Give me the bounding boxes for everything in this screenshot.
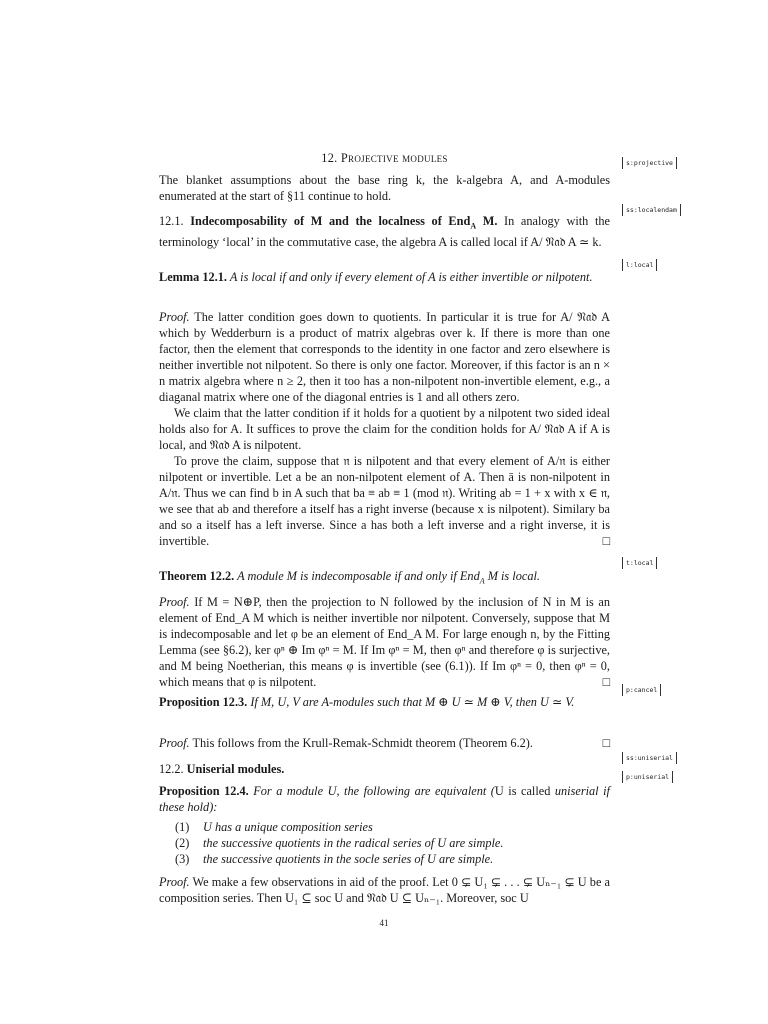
- proposition-12-4: Proposition 12.4. For a module U, the following are equivalent (U is called uniserial if these hold):: [159, 784, 610, 814]
- subsection-number: 12.1.: [159, 214, 184, 228]
- theorem-statement: A module M is indecomposable if and only if End$_A$ M is local.: [234, 569, 540, 586]
- proposition-label: Proposition 12.3.: [159, 695, 248, 709]
- theorem-label: Theorem 12.2.: [159, 569, 235, 583]
- margin-tag-ss-uniserial: ss:uniserial: [622, 752, 677, 764]
- margin-tag-t-local: t:local: [622, 557, 657, 569]
- proposition-label: Proposition 12.4.: [159, 784, 249, 798]
- margin-tag-p-cancel: p:cancel: [622, 684, 661, 696]
- proposition-12-3: [159, 694, 610, 710]
- lemma-label: Lemma 12.1.: [159, 270, 227, 284]
- subsection-12-1: [159, 213, 610, 250]
- margin-tag-ss-localendam: ss:localendam: [622, 204, 681, 216]
- proof-lemma-p1: Proof. The latter condition goes down to quotients. In particular it is true for A/ 𝔑𝔞𝔡 A which by Wedderburn is a product of matrix algebras over k. If there is more than one factor, then the element that corresponds to the identity in one factor and zero elsewhere is neither invertible not nilpotent. So there is only one factor. Moreover, if this factor is an n × n matrix algebra where n ≥ 2, then it too has a non-nilpotent non-invertible element, e.g., a diaganal matrix where one of the diagonal entries is 1 and all others zero.: [159, 310, 610, 404]
- list-item: (1) U has a unique composition series: [175, 820, 373, 834]
- proof-theorem: Proof. If M = N⊕P, then the projection to N followed by the inclusion of N in M is an element of End_A M which is neither invertible nor nilpotent. Conversely, suppose that M is indecomposable and let φ be an element of End_A M. For large enough n, by the Fitting Lemma (see §6.2), ker φⁿ ⊕ Im φⁿ = M. If Im φⁿ = M, then φⁿ and therefore φ is surjective, and M being Noetherian, this means φ is invertible (see (6.1)). If Im φⁿ = 0, then φⁿ = 0, which means that φ is nilpotent. □: [159, 595, 610, 689]
- list-item: (2) the successive quotients in the radical series of U are simple.: [175, 836, 504, 850]
- page-number: 41: [379, 918, 389, 928]
- list-item: (3) the successive quotients in the socle series of U are simple.: [175, 852, 494, 866]
- proposition-statement: If M, U, V are A-modules such that M ⊕ U ≃ M ⊕ V, then U ≃ V.: [247, 695, 575, 709]
- qed-symbol: □: [602, 534, 610, 548]
- margin-tag-p-uniserial: p:uniserial: [622, 771, 673, 783]
- theorem-12-2: [159, 568, 610, 589]
- proof-prop-12-3: Proof. This follows from the Krull-Remak-Schmidt theorem (Theorem 6.2). □: [159, 736, 610, 750]
- lemma-statement: A is local if and only if every element of A is either invertible or nilpotent.: [226, 270, 593, 284]
- proof-lemma: [159, 309, 610, 549]
- section-title: 12. Projective modules: [321, 151, 448, 165]
- qed-symbol: □: [602, 675, 610, 689]
- intro-paragraph: The blanket assumptions about the base ring k, the k-algebra A, and A-modules enumerated at the start of §11 continue to hold.: [159, 173, 610, 203]
- subsection-title: Uniserial modules.: [186, 762, 285, 776]
- lemma-12-1: [159, 269, 610, 285]
- proof-lemma-p2: We claim that the latter condition if it holds for a quotient by a nilpotent two sided ideal holds also for A. It suffices to prove the claim for the condition holds for A/ 𝔑𝔞𝔡 A if A is local, and 𝔑𝔞𝔡 A is nilpotent.: [159, 406, 610, 452]
- subsection-body: In analogy with the terminology ‘local’ in the commutative case, the algebra A is called local if A/ 𝔑𝔞𝔡 A ≃ k.: [159, 214, 610, 250]
- subsection-12-2: [159, 761, 610, 777]
- subsection-title: Indecomposability of M and the localness of End$_A$ M.: [190, 214, 498, 231]
- qed-symbol: □: [602, 736, 610, 750]
- condition-list: [175, 819, 605, 867]
- margin-tag-l-local: l:local: [622, 259, 657, 271]
- proof-prop-12-4: Proof. We make a few observations in aid of the proof. Let 0 ⊊ U₁ ⊊ . . . ⊊ Uₙ₋₁ ⊊ U be a composition series. Then U₁ ⊆ soc U and 𝔑𝔞𝔡 U ⊆ Uₙ₋₁. Moreover, soc U: [159, 875, 610, 905]
- proof-lemma-p3: To prove the claim, suppose that 𝔫 is nilpotent and that every element of A/𝔫 is either nilpotent or invertible. Let a be an non-nilpotent element of A. Then ā is non-nilpotent in A/𝔫. Thus we can find b in A such that ba ≡ ab ≡ 1 (mod 𝔫). Writing ab = 1 + x with x ∈ 𝔫, we see that ab and therefore a itself has a right inverse (because x is nilpotent). Similary ba and so a itself has a left inverse. Since a has both a left inverse and a right inverse, it is invertible. □: [159, 454, 610, 548]
- margin-tag-s-projective: s:projective: [622, 157, 677, 169]
- subsection-number: 12.2.: [159, 762, 184, 776]
